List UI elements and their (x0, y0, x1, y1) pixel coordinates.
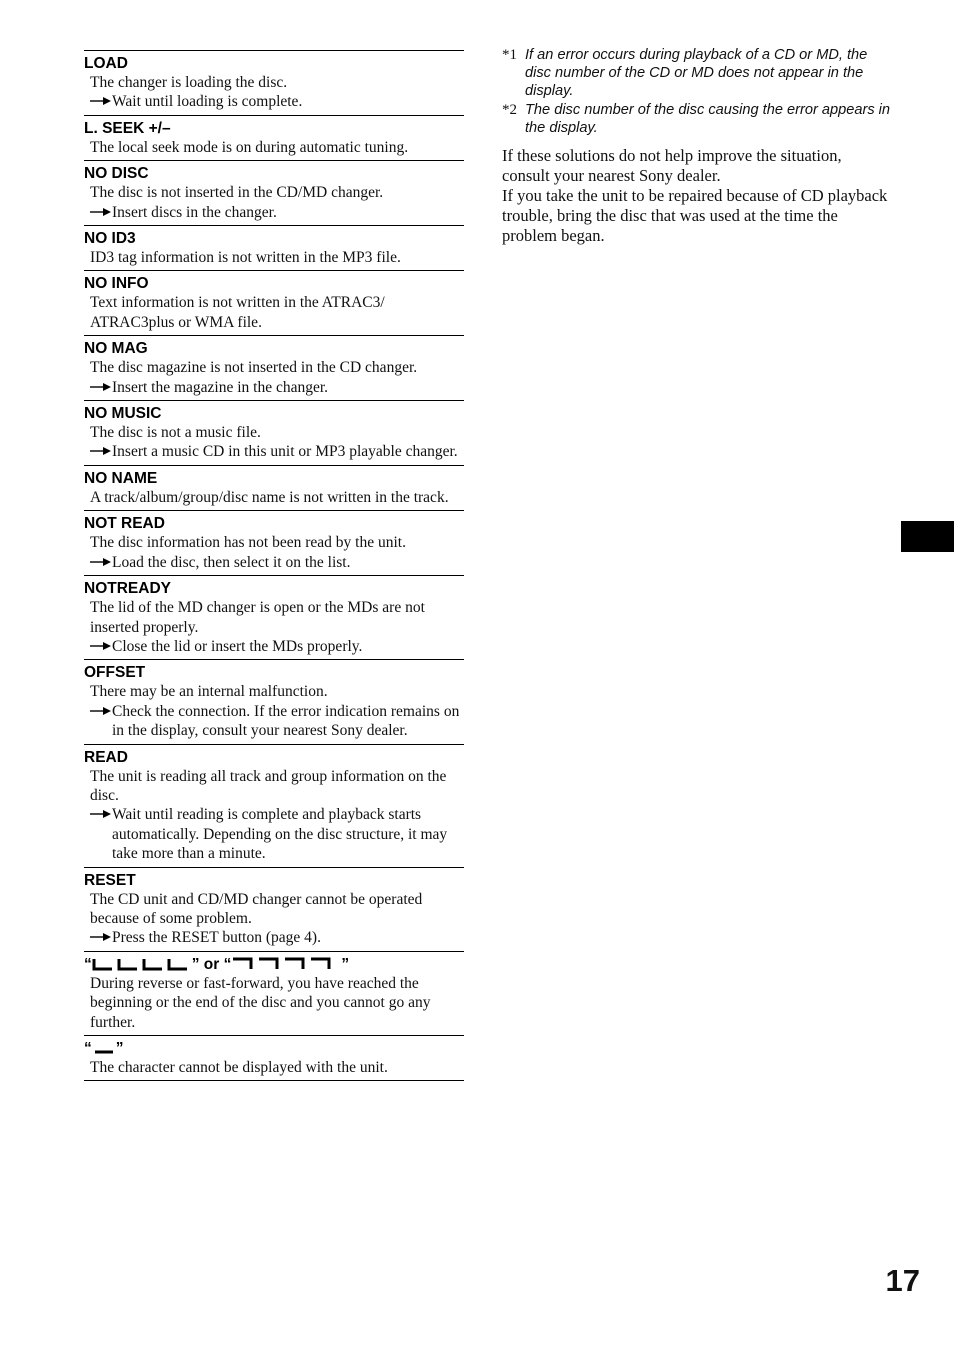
message-term: NO INFO (84, 275, 149, 293)
remedy-text: Press the RESET button (page 4). (112, 929, 321, 947)
upper-segment-indicator-icon (231, 957, 341, 971)
message-description: ID3 tag information is not written in the MP3 file. (90, 249, 401, 267)
remedy-line (84, 203, 464, 222)
right-arrow-icon (90, 92, 111, 111)
remedy-line (84, 92, 464, 111)
message-term: NO MAG (84, 340, 148, 358)
notes-column (502, 46, 892, 246)
message-description: The CD unit and CD/MD changer cannot be operated because of some problem. (90, 890, 423, 927)
message-entry-load (84, 50, 464, 115)
message-term-underscore: “ ” (84, 1040, 124, 1057)
underscore-indicator-icon (92, 1041, 116, 1055)
message-term: READ (84, 748, 128, 766)
message-entry-no-disc (84, 160, 464, 225)
message-term-segment-display: “ ” or “ ” (84, 955, 350, 973)
message-entry-underscore (84, 1035, 464, 1081)
message-entry-offset (84, 659, 464, 743)
message-term: NOT READ (84, 515, 165, 533)
message-term: RESET (84, 871, 136, 889)
advice-paragraph-1: If these solutions do not help improve the situation, consult your nearest Sony dealer. (502, 146, 842, 186)
remedy-text: Insert discs in the changer. (112, 203, 277, 221)
right-arrow-icon (90, 805, 111, 824)
message-description: The disc information has not been read by the unit. (90, 534, 406, 552)
page-number: 17 (885, 1263, 920, 1298)
right-arrow-icon (90, 928, 111, 947)
message-description: The lid of the MD changer is open or the MDs are not inserted properly. (90, 599, 425, 636)
message-entry-segment-display (84, 951, 464, 1035)
message-entry-not-read (84, 510, 464, 575)
message-entry-no-music (84, 400, 464, 465)
lower-segment-indicator-icon (92, 957, 192, 971)
message-entry-l-seek (84, 115, 464, 160)
message-entry-read (84, 744, 464, 867)
right-arrow-icon (90, 378, 111, 397)
remedy-line (84, 378, 464, 397)
remedy-text: Wait until reading is complete and playback starts automatically. Depending on the disc structure, it may take more than a minute. (112, 806, 448, 863)
message-description: The character cannot be displayed with the unit. (90, 1059, 388, 1076)
message-entry-no-name (84, 465, 464, 510)
message-description: The disc magazine is not inserted in the CD changer. (90, 359, 418, 377)
footnote-list (502, 46, 892, 137)
right-arrow-icon (90, 702, 111, 721)
remedy-line (84, 928, 464, 947)
message-description: A track/album/group/disc name is not written in the track. (90, 488, 449, 506)
footnote-2 (502, 101, 892, 137)
message-entry-no-mag (84, 335, 464, 400)
right-arrow-icon (90, 637, 111, 656)
footnote-text: If an error occurs during playback of a CD or MD, the disc number of the CD or MD does not appear in the display. (525, 47, 868, 100)
message-term: NO MUSIC (84, 405, 162, 423)
remedy-line (84, 702, 464, 741)
message-term: L. SEEK +/– (84, 119, 171, 137)
right-arrow-icon (90, 203, 111, 222)
message-term: NOTREADY (84, 580, 171, 598)
message-description: The local seek mode is on during automatic tuning. (90, 138, 409, 156)
message-description: Text information is not written in the ATRAC3/ ATRAC3plus or WMA file. (90, 294, 385, 331)
message-entry-no-id3 (84, 225, 464, 270)
right-arrow-icon (90, 442, 111, 461)
message-description: The changer is loading the disc. (90, 74, 288, 91)
message-description: There may be an internal malfunction. (90, 683, 328, 701)
message-entry-notready (84, 575, 464, 659)
remedy-line (84, 637, 464, 656)
remedy-text: Check the connection. If the error indication remains on in the display, consult your nearest Sony dealer. (112, 702, 460, 740)
message-term: NO NAME (84, 469, 158, 487)
remedy-text: Close the lid or insert the MDs properly. (112, 637, 363, 655)
section-tab-marker (901, 521, 954, 552)
remedy-line (84, 805, 464, 863)
remedy-line (84, 553, 464, 572)
footnote-mark: *2 (502, 101, 517, 118)
footnote-text: The disc number of the disc causing the error appears in the display. (525, 101, 891, 136)
message-term: NO ID3 (84, 230, 136, 248)
error-message-list (84, 50, 464, 1081)
message-term: OFFSET (84, 664, 146, 682)
message-term: NO DISC (84, 165, 149, 183)
remedy-text: Wait until loading is complete. (112, 93, 303, 111)
remedy-text: Insert the magazine in the changer. (112, 378, 329, 396)
message-description: During reverse or fast-forward, you have reached the beginning or the end of the disc and you cannot go any further. (90, 974, 431, 1031)
message-term: LOAD (84, 55, 128, 72)
remedy-text: Load the disc, then select it on the list. (112, 553, 351, 571)
message-description: The disc is not a music file. (90, 424, 261, 442)
right-arrow-icon (90, 553, 111, 572)
message-entry-reset (84, 867, 464, 951)
message-description: The unit is reading all track and group information on the disc. (90, 767, 447, 804)
footnote-1 (502, 46, 892, 101)
message-entry-no-info (84, 270, 464, 335)
footnote-mark: *1 (502, 47, 517, 63)
message-description: The disc is not inserted in the CD/MD changer. (90, 184, 384, 202)
remedy-line (84, 442, 464, 461)
advice-paragraph-2: If you take the unit to be repaired because of CD playback trouble, bring the disc that was used at the time the problem began. (502, 186, 888, 246)
remedy-text: Insert a music CD in this unit or MP3 playable changer. (112, 443, 458, 461)
